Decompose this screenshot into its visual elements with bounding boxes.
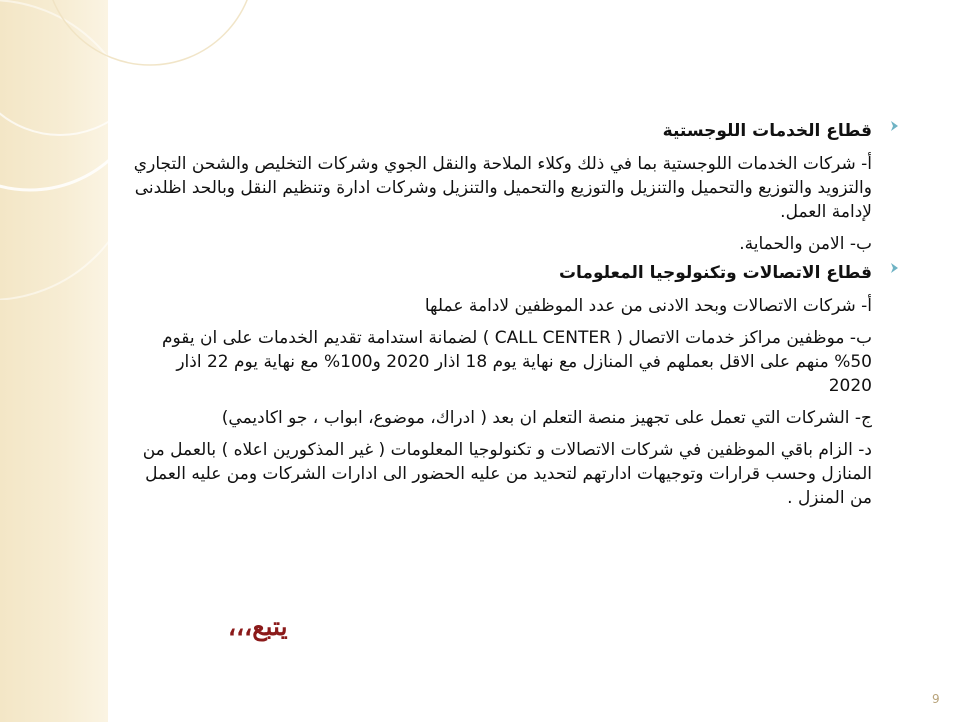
section-heading-text: قطاع الاتصالات وتكنولوجيا المعلومات: [558, 263, 872, 283]
arrow-bullet-icon: [888, 261, 902, 275]
telecom-item-c: ج- الشركات التي تعمل على تجهيز منصة التعلم ان بعد ( ادراك، موضوع، ابواب ، جو اكاديمي): [221, 408, 872, 428]
section-heading-logistics: [128, 118, 872, 144]
telecom-item-d: د- الزام باقي الموظفين في شركات الاتصالات و تكنولوجيا المعلومات ( غير المذكورين اعلاه ) بالعمل من المنازل وحسب قرارات وتوجيهات ادارتهم لتحديد من عليه الحضور الى ادارات الشركات ومن عليه العمل من المنزل .: [142, 440, 872, 508]
logistics-item-a: أ- شركات الخدمات اللوجستية بما في ذلك وكلاء الملاحة والنقل الجوي وشركات التخليص والشحن التجاري والتزويد والتوزيع والتحميل والتنزيل والتوزيع والتحميل والتنزيل وشركات ادارة وتنظيم النقل وبالحد اظلدنى لإدامة العمل.: [133, 154, 872, 222]
section-heading-telecom: [128, 260, 872, 286]
telecom-item-b: ب- موظفين مراكز خدمات الاتصال ( CALL CENTER ) لضمانة استدامة تقديم الخدمات على ان يقوم 50% منهم على الاقل بعملهم في المنازل مع نهاية يوم 18 اذار 2020 و100% مع نهاية يوم 22 اذار 2020: [161, 328, 872, 396]
page-number: 9: [932, 692, 940, 706]
section-heading-text: قطاع الخدمات اللوجستية: [662, 121, 872, 141]
continued-label: يتبع،،،: [228, 612, 288, 641]
telecom-item-a: أ- شركات الاتصالات وبحد الادنى من عدد الموظفين لادامة عملها: [424, 296, 872, 316]
arrow-bullet-icon: [888, 119, 902, 133]
slide-content: [128, 118, 872, 510]
logistics-item-b: ب- الامن والحماية.: [739, 234, 872, 254]
